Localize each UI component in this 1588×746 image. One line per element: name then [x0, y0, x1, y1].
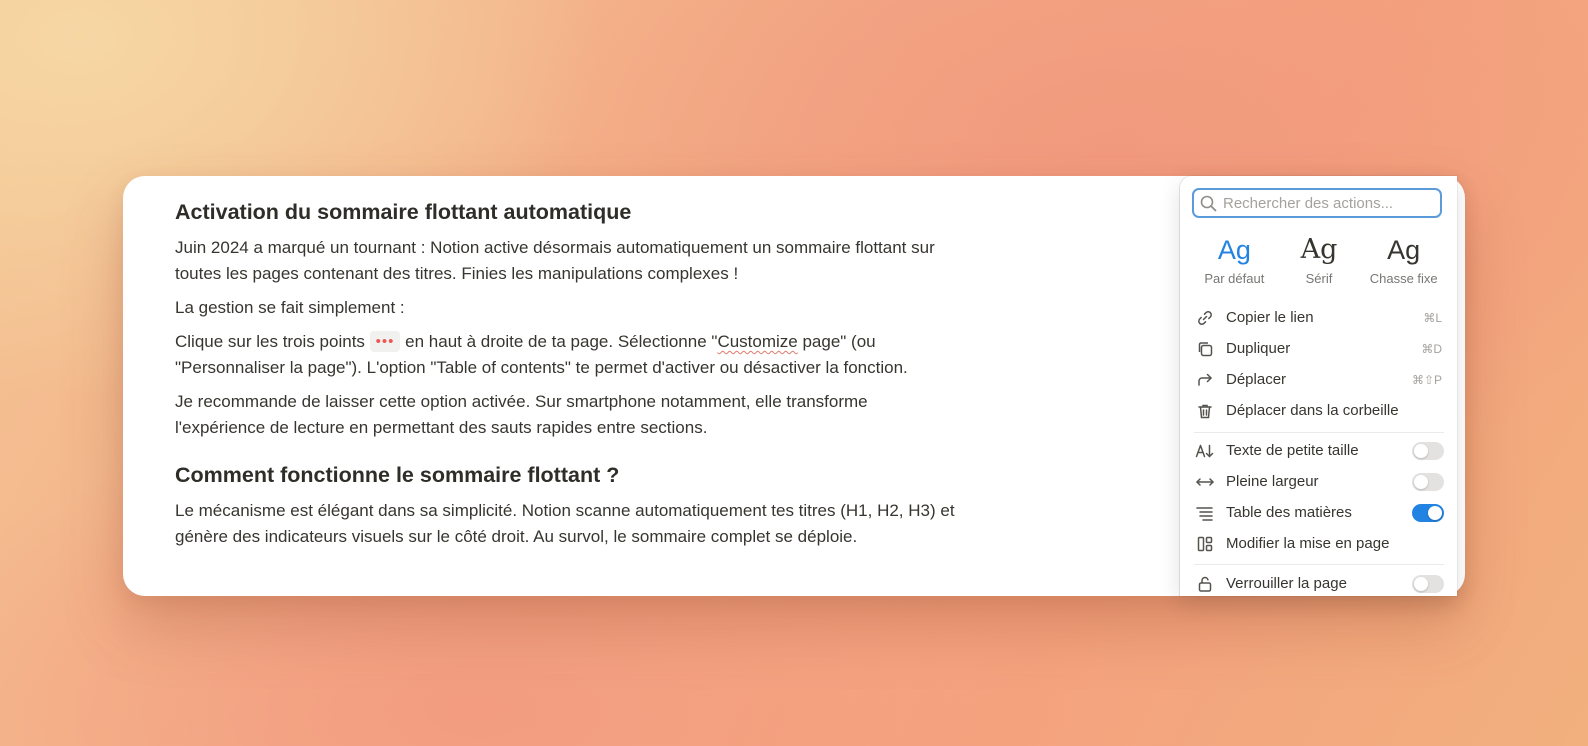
- font-serif-glyph: Ag: [1300, 234, 1338, 265]
- font-option-mono[interactable]: [1361, 232, 1446, 292]
- paragraph-mechanism: Le mécanisme est élégant dans sa simplicité. Notion scanne automatiquement tes titres (H1, H2, H3) et génère des indicateurs visuels sur le côté droit. Au survol, le sommaire complet se déploie.: [175, 501, 955, 546]
- font-option-default[interactable]: [1192, 232, 1277, 292]
- link-icon: [1194, 307, 1216, 329]
- small-text-icon: [1194, 440, 1216, 462]
- menu-item-lock-page[interactable]: [1186, 568, 1452, 596]
- menu-item-small-text[interactable]: [1186, 435, 1452, 466]
- instructions-text-start: Clique sur les trois points: [175, 332, 365, 351]
- font-option-serif[interactable]: [1277, 232, 1362, 292]
- small-text-toggle[interactable]: [1412, 442, 1444, 460]
- font-default-glyph: Ag: [1217, 235, 1251, 265]
- action-search-input[interactable]: [1223, 195, 1433, 212]
- small-text-label: Texte de petite taille: [1226, 442, 1359, 459]
- lock-icon: [1194, 573, 1216, 595]
- page-content: [175, 196, 955, 558]
- menu-item-full-width[interactable]: [1186, 466, 1452, 497]
- duplicate-shortcut: ⌘D: [1421, 341, 1442, 356]
- paragraph-management: La gestion se fait simplement :: [175, 298, 405, 317]
- paragraph-instructions: [175, 329, 955, 381]
- menu-item-copy-link[interactable]: [1186, 302, 1452, 333]
- menu-item-duplicate[interactable]: [1186, 333, 1452, 364]
- edit-layout-label: Modifier la mise en page: [1226, 535, 1390, 552]
- instructions-text-middle: en haut à droite de ta page. Sélectionne ": [405, 332, 718, 351]
- trash-icon: [1194, 400, 1216, 422]
- spellcheck-word: Customize: [717, 332, 798, 351]
- full-width-icon: [1194, 471, 1216, 493]
- trash-label: Déplacer dans la corbeille: [1226, 402, 1399, 419]
- move-shortcut: ⌘⇧P: [1411, 372, 1442, 387]
- duplicate-icon: [1194, 338, 1216, 360]
- layout-icon: [1194, 533, 1216, 555]
- search-icon: [1200, 195, 1217, 212]
- menu-item-edit-layout[interactable]: [1186, 528, 1452, 559]
- font-default-label: Par défaut: [1204, 271, 1265, 286]
- move-label: Déplacer: [1226, 371, 1287, 388]
- table-of-contents-toggle[interactable]: [1412, 504, 1444, 522]
- three-dots-chip: •••: [370, 331, 401, 352]
- menu-divider: [1194, 432, 1444, 433]
- move-arrow-icon: [1194, 369, 1216, 391]
- full-width-toggle[interactable]: [1412, 473, 1444, 491]
- heading-activation: Activation du sommaire flottant automatique: [175, 200, 632, 224]
- copy-link-shortcut: ⌘L: [1423, 310, 1442, 325]
- instructions-text-end: page" (ou "Personnaliser la page"). L'option "Table of contents" te permet d'activer ou désactiver la fonction.: [175, 332, 908, 377]
- font-mono-label: Chasse fixe: [1369, 271, 1438, 286]
- menu-item-move[interactable]: [1186, 364, 1452, 395]
- menu-item-trash[interactable]: [1186, 395, 1452, 426]
- table-of-contents-icon: [1194, 502, 1216, 524]
- paragraph-intro: Juin 2024 a marqué un tournant : Notion active désormais automatiquement un sommaire flottant sur toutes les pages contenant des titres. Finies les manipulations complexes !: [175, 238, 935, 283]
- page-actions-menu: [1180, 176, 1457, 596]
- lock-page-toggle[interactable]: [1412, 575, 1444, 593]
- font-serif-label: Sérif: [1305, 271, 1333, 286]
- heading-how-it-works: Comment fonctionne le sommaire flottant ?: [175, 463, 620, 487]
- copy-link-label: Copier le lien: [1226, 309, 1314, 326]
- duplicate-label: Dupliquer: [1226, 340, 1291, 357]
- paragraph-recommendation: Je recommande de laisser cette option activée. Sur smartphone notamment, elle transforme l'expérience de lecture en permettant des sauts rapides entre sections.: [175, 392, 868, 437]
- menu-divider: [1194, 564, 1444, 565]
- font-mono-glyph: Ag: [1387, 235, 1421, 265]
- lock-page-label: Verrouiller la page: [1226, 575, 1347, 592]
- action-search-box[interactable]: [1192, 188, 1442, 218]
- full-width-label: Pleine largeur: [1226, 473, 1319, 490]
- menu-item-table-of-contents[interactable]: [1186, 497, 1452, 528]
- font-style-picker: [1192, 232, 1446, 292]
- table-of-contents-label: Table des matières: [1226, 504, 1352, 521]
